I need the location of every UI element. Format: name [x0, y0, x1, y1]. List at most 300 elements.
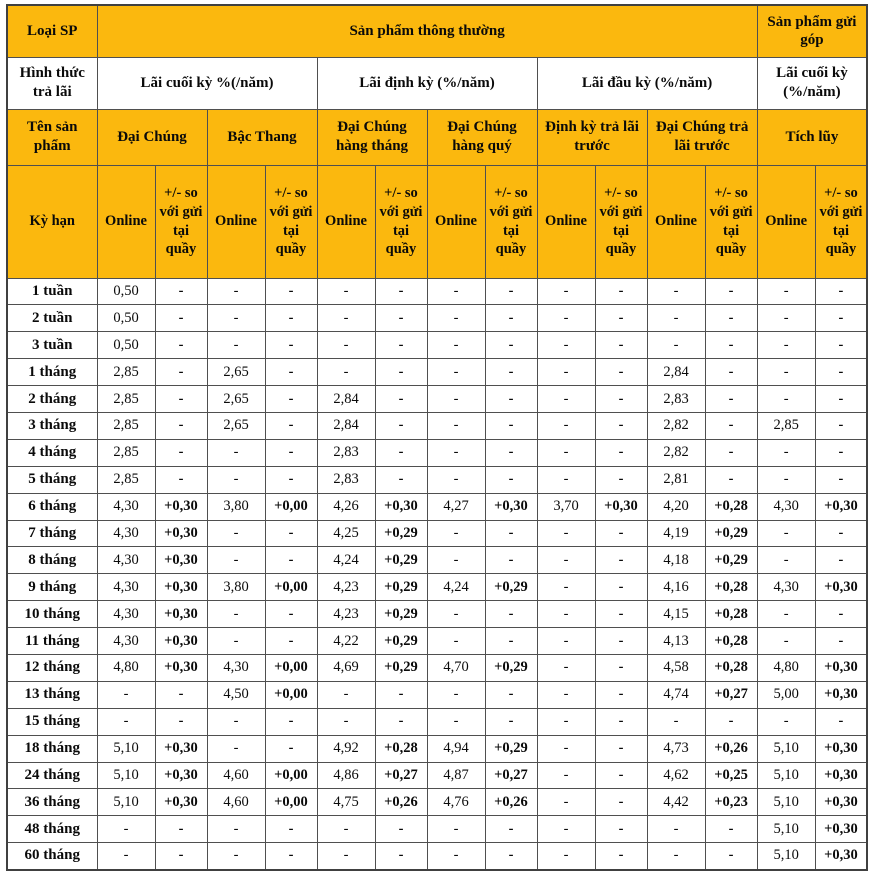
diff-vs-counter-cell: -: [595, 466, 647, 493]
diff-vs-counter-cell: +0,28: [705, 493, 757, 520]
header-lai-cuoi-ky-gui-gop: Lãi cuối kỳ (%/năm): [757, 57, 867, 109]
diff-vs-counter-cell: +0,30: [815, 843, 867, 870]
online-rate-cell: 2,83: [317, 466, 375, 493]
table-row: [7, 628, 867, 655]
online-rate-cell: 3,80: [207, 574, 265, 601]
online-rate-cell: -: [647, 332, 705, 359]
online-rate-cell: 4,19: [647, 520, 705, 547]
term-cell: 6 tháng: [7, 493, 97, 520]
diff-vs-counter-cell: +0,29: [375, 574, 427, 601]
online-rate-cell: -: [647, 708, 705, 735]
diff-vs-counter-cell: +0,30: [155, 574, 207, 601]
diff-vs-counter-cell: -: [485, 628, 537, 655]
term-cell: 1 tháng: [7, 359, 97, 386]
diff-vs-counter-cell: -: [485, 601, 537, 628]
header-product-tich-luy: Tích lũy: [757, 109, 867, 165]
table-row: [7, 359, 867, 386]
diff-vs-counter-cell: -: [595, 520, 647, 547]
diff-vs-counter-cell: -: [595, 439, 647, 466]
diff-vs-counter-cell: +0,26: [375, 789, 427, 816]
diff-vs-counter-cell: -: [375, 332, 427, 359]
header-online-1: Online: [97, 165, 155, 278]
diff-vs-counter-cell: -: [155, 816, 207, 843]
table-row: [7, 520, 867, 547]
table-row: [7, 816, 867, 843]
diff-vs-counter-cell: -: [595, 681, 647, 708]
online-rate-cell: 0,50: [97, 278, 155, 305]
online-rate-cell: 3,70: [537, 493, 595, 520]
online-rate-cell: -: [757, 439, 815, 466]
online-rate-cell: -: [427, 332, 485, 359]
diff-vs-counter-cell: -: [595, 359, 647, 386]
online-rate-cell: -: [537, 466, 595, 493]
diff-vs-counter-cell: -: [815, 708, 867, 735]
diff-vs-counter-cell: +0,28: [705, 628, 757, 655]
online-rate-cell: -: [317, 278, 375, 305]
online-rate-cell: 5,10: [757, 735, 815, 762]
online-rate-cell: -: [757, 601, 815, 628]
online-rate-cell: -: [757, 305, 815, 332]
diff-vs-counter-cell: +0,27: [375, 762, 427, 789]
term-cell: 2 tuần: [7, 305, 97, 332]
online-rate-cell: 4,42: [647, 789, 705, 816]
header-lai-cuoi-ky: Lãi cuối kỳ %(/năm): [97, 57, 317, 109]
diff-vs-counter-cell: +0,29: [705, 547, 757, 574]
diff-vs-counter-cell: +0,30: [155, 762, 207, 789]
header-ky-han: Kỳ hạn: [7, 165, 97, 278]
online-rate-cell: 4,50: [207, 681, 265, 708]
header-product-dinh-ky-tra-lai-truoc: Định kỳ trả lãi trước: [537, 109, 647, 165]
diff-vs-counter-cell: -: [265, 386, 317, 413]
online-rate-cell: -: [207, 466, 265, 493]
table-row: [7, 493, 867, 520]
online-rate-cell: 4,74: [647, 681, 705, 708]
online-rate-cell: 4,75: [317, 789, 375, 816]
diff-vs-counter-cell: -: [705, 332, 757, 359]
diff-vs-counter-cell: -: [265, 332, 317, 359]
diff-vs-counter-cell: -: [155, 439, 207, 466]
diff-vs-counter-cell: +0,30: [155, 601, 207, 628]
online-rate-cell: 4,69: [317, 654, 375, 681]
diff-vs-counter-cell: -: [485, 520, 537, 547]
table-row: [7, 332, 867, 359]
header-san-pham-thong-thuong: Sản phẩm thông thường: [97, 5, 757, 57]
diff-vs-counter-cell: +0,30: [155, 547, 207, 574]
online-rate-cell: -: [537, 547, 595, 574]
online-rate-cell: -: [537, 708, 595, 735]
online-rate-cell: -: [427, 386, 485, 413]
online-rate-cell: 2,82: [647, 439, 705, 466]
online-rate-cell: -: [97, 681, 155, 708]
online-rate-cell: -: [537, 735, 595, 762]
online-rate-cell: -: [757, 520, 815, 547]
header-product-bac-thang: Bậc Thang: [207, 109, 317, 165]
online-rate-cell: -: [317, 816, 375, 843]
header-row-product-type: [7, 5, 867, 57]
header-diff-1: +/- so với gửi tại quầy: [155, 165, 207, 278]
term-cell: 12 tháng: [7, 654, 97, 681]
table-row: [7, 466, 867, 493]
online-rate-cell: 4,27: [427, 493, 485, 520]
diff-vs-counter-cell: -: [155, 412, 207, 439]
diff-vs-counter-cell: -: [705, 305, 757, 332]
online-rate-cell: -: [427, 681, 485, 708]
term-cell: 8 tháng: [7, 547, 97, 574]
diff-vs-counter-cell: -: [815, 601, 867, 628]
online-rate-cell: -: [647, 843, 705, 870]
online-rate-cell: -: [207, 843, 265, 870]
diff-vs-counter-cell: -: [815, 466, 867, 493]
online-rate-cell: 4,30: [757, 574, 815, 601]
table-row: [7, 708, 867, 735]
online-rate-cell: 2,84: [317, 412, 375, 439]
header-online-3: Online: [317, 165, 375, 278]
diff-vs-counter-cell: -: [595, 654, 647, 681]
online-rate-cell: 5,10: [97, 735, 155, 762]
diff-vs-counter-cell: -: [595, 305, 647, 332]
online-rate-cell: 4,30: [97, 493, 155, 520]
diff-vs-counter-cell: -: [595, 735, 647, 762]
online-rate-cell: -: [537, 789, 595, 816]
term-cell: 24 tháng: [7, 762, 97, 789]
diff-vs-counter-cell: -: [265, 305, 317, 332]
diff-vs-counter-cell: -: [265, 601, 317, 628]
diff-vs-counter-cell: +0,30: [595, 493, 647, 520]
table-row: [7, 386, 867, 413]
term-cell: 9 tháng: [7, 574, 97, 601]
diff-vs-counter-cell: -: [485, 547, 537, 574]
diff-vs-counter-cell: -: [815, 439, 867, 466]
diff-vs-counter-cell: -: [375, 278, 427, 305]
online-rate-cell: 4,13: [647, 628, 705, 655]
diff-vs-counter-cell: -: [595, 574, 647, 601]
diff-vs-counter-cell: -: [705, 708, 757, 735]
diff-vs-counter-cell: -: [595, 278, 647, 305]
term-cell: 36 tháng: [7, 789, 97, 816]
online-rate-cell: 4,18: [647, 547, 705, 574]
diff-vs-counter-cell: +0,25: [705, 762, 757, 789]
table-row: [7, 547, 867, 574]
interest-rate-table: [6, 4, 868, 871]
diff-vs-counter-cell: +0,26: [485, 789, 537, 816]
diff-vs-counter-cell: +0,27: [485, 762, 537, 789]
diff-vs-counter-cell: -: [705, 386, 757, 413]
online-rate-cell: -: [97, 816, 155, 843]
diff-vs-counter-cell: +0,29: [375, 601, 427, 628]
online-rate-cell: -: [427, 278, 485, 305]
diff-vs-counter-cell: +0,00: [265, 574, 317, 601]
online-rate-cell: 4,30: [97, 574, 155, 601]
diff-vs-counter-cell: -: [375, 708, 427, 735]
online-rate-cell: -: [317, 332, 375, 359]
diff-vs-counter-cell: +0,28: [705, 574, 757, 601]
online-rate-cell: -: [757, 628, 815, 655]
diff-vs-counter-cell: +0,30: [155, 493, 207, 520]
online-rate-cell: -: [207, 439, 265, 466]
diff-vs-counter-cell: -: [485, 439, 537, 466]
diff-vs-counter-cell: -: [485, 816, 537, 843]
header-product-dai-chung: Đại Chúng: [97, 109, 207, 165]
online-rate-cell: -: [317, 708, 375, 735]
table-header: [7, 5, 867, 278]
online-rate-cell: -: [427, 412, 485, 439]
online-rate-cell: -: [647, 816, 705, 843]
online-rate-cell: -: [537, 762, 595, 789]
table-row: [7, 789, 867, 816]
online-rate-cell: -: [207, 708, 265, 735]
online-rate-cell: -: [427, 708, 485, 735]
diff-vs-counter-cell: +0,30: [815, 654, 867, 681]
header-diff-3: +/- so với gửi tại quầy: [375, 165, 427, 278]
online-rate-cell: -: [647, 278, 705, 305]
online-rate-cell: -: [537, 412, 595, 439]
online-rate-cell: 4,73: [647, 735, 705, 762]
diff-vs-counter-cell: -: [375, 816, 427, 843]
online-rate-cell: 4,30: [97, 547, 155, 574]
online-rate-cell: 5,10: [757, 789, 815, 816]
online-rate-cell: 2,85: [97, 439, 155, 466]
diff-vs-counter-cell: -: [595, 816, 647, 843]
online-rate-cell: -: [537, 520, 595, 547]
diff-vs-counter-cell: -: [485, 359, 537, 386]
online-rate-cell: 4,70: [427, 654, 485, 681]
diff-vs-counter-cell: -: [815, 305, 867, 332]
diff-vs-counter-cell: -: [595, 601, 647, 628]
diff-vs-counter-cell: -: [815, 278, 867, 305]
header-loai-sp: Loại SP: [7, 5, 97, 57]
header-diff-6: +/- so với gửi tại quầy: [705, 165, 757, 278]
online-rate-cell: -: [207, 547, 265, 574]
online-rate-cell: -: [317, 305, 375, 332]
online-rate-cell: -: [757, 708, 815, 735]
online-rate-cell: -: [207, 816, 265, 843]
online-rate-cell: -: [757, 466, 815, 493]
diff-vs-counter-cell: +0,28: [705, 601, 757, 628]
diff-vs-counter-cell: +0,29: [485, 574, 537, 601]
header-product-dc-tra-lai-truoc: Đại Chúng trả lãi trước: [647, 109, 757, 165]
header-diff-4: +/- so với gửi tại quầy: [485, 165, 537, 278]
header-row-payment-form: [7, 57, 867, 109]
online-rate-cell: 4,30: [757, 493, 815, 520]
rate-table-body: [7, 278, 867, 870]
online-rate-cell: -: [317, 359, 375, 386]
diff-vs-counter-cell: -: [485, 466, 537, 493]
diff-vs-counter-cell: -: [595, 386, 647, 413]
diff-vs-counter-cell: -: [265, 816, 317, 843]
term-cell: 3 tuần: [7, 332, 97, 359]
online-rate-cell: -: [207, 628, 265, 655]
diff-vs-counter-cell: +0,30: [155, 654, 207, 681]
online-rate-cell: -: [537, 332, 595, 359]
diff-vs-counter-cell: -: [595, 843, 647, 870]
term-cell: 3 tháng: [7, 412, 97, 439]
online-rate-cell: 2,85: [97, 359, 155, 386]
diff-vs-counter-cell: +0,28: [705, 654, 757, 681]
diff-vs-counter-cell: -: [375, 386, 427, 413]
diff-vs-counter-cell: -: [705, 359, 757, 386]
online-rate-cell: 4,30: [97, 601, 155, 628]
online-rate-cell: -: [207, 601, 265, 628]
term-cell: 11 tháng: [7, 628, 97, 655]
online-rate-cell: 5,00: [757, 681, 815, 708]
online-rate-cell: 2,83: [647, 386, 705, 413]
online-rate-cell: -: [537, 278, 595, 305]
online-rate-cell: 4,23: [317, 574, 375, 601]
table-row: [7, 412, 867, 439]
diff-vs-counter-cell: -: [815, 412, 867, 439]
diff-vs-counter-cell: -: [705, 439, 757, 466]
online-rate-cell: 2,85: [97, 412, 155, 439]
online-rate-cell: 4,26: [317, 493, 375, 520]
term-cell: 18 tháng: [7, 735, 97, 762]
online-rate-cell: -: [757, 332, 815, 359]
diff-vs-counter-cell: -: [815, 359, 867, 386]
diff-vs-counter-cell: +0,00: [265, 654, 317, 681]
online-rate-cell: 4,60: [207, 789, 265, 816]
online-rate-cell: 4,76: [427, 789, 485, 816]
diff-vs-counter-cell: -: [265, 439, 317, 466]
online-rate-cell: -: [427, 439, 485, 466]
header-online-2: Online: [207, 165, 265, 278]
diff-vs-counter-cell: -: [265, 520, 317, 547]
online-rate-cell: 4,87: [427, 762, 485, 789]
online-rate-cell: -: [317, 843, 375, 870]
online-rate-cell: 2,82: [647, 412, 705, 439]
term-cell: 1 tuần: [7, 278, 97, 305]
table-row: [7, 762, 867, 789]
header-diff-7: +/- so với gửi tại quầy: [815, 165, 867, 278]
diff-vs-counter-cell: +0,00: [265, 681, 317, 708]
online-rate-cell: -: [757, 359, 815, 386]
diff-vs-counter-cell: -: [705, 843, 757, 870]
online-rate-cell: -: [757, 386, 815, 413]
online-rate-cell: 4,23: [317, 601, 375, 628]
online-rate-cell: 4,86: [317, 762, 375, 789]
term-cell: 10 tháng: [7, 601, 97, 628]
diff-vs-counter-cell: +0,29: [375, 520, 427, 547]
online-rate-cell: -: [537, 305, 595, 332]
diff-vs-counter-cell: -: [375, 843, 427, 870]
diff-vs-counter-cell: +0,30: [155, 628, 207, 655]
online-rate-cell: 0,50: [97, 332, 155, 359]
online-rate-cell: 4,58: [647, 654, 705, 681]
diff-vs-counter-cell: -: [485, 681, 537, 708]
diff-vs-counter-cell: -: [265, 708, 317, 735]
diff-vs-counter-cell: -: [375, 466, 427, 493]
diff-vs-counter-cell: +0,30: [815, 681, 867, 708]
diff-vs-counter-cell: -: [265, 628, 317, 655]
term-cell: 5 tháng: [7, 466, 97, 493]
table-row: [7, 681, 867, 708]
online-rate-cell: -: [427, 359, 485, 386]
diff-vs-counter-cell: +0,30: [155, 789, 207, 816]
table-row: [7, 601, 867, 628]
diff-vs-counter-cell: -: [155, 278, 207, 305]
table-row: [7, 574, 867, 601]
diff-vs-counter-cell: +0,26: [705, 735, 757, 762]
online-rate-cell: -: [647, 305, 705, 332]
online-rate-cell: 2,65: [207, 386, 265, 413]
diff-vs-counter-cell: -: [595, 762, 647, 789]
diff-vs-counter-cell: +0,30: [815, 493, 867, 520]
online-rate-cell: -: [427, 628, 485, 655]
diff-vs-counter-cell: -: [485, 843, 537, 870]
diff-vs-counter-cell: +0,27: [705, 681, 757, 708]
header-online-5: Online: [537, 165, 595, 278]
diff-vs-counter-cell: +0,00: [265, 789, 317, 816]
header-hinh-thuc-tra-lai: Hình thức trả lãi: [7, 57, 97, 109]
online-rate-cell: -: [537, 386, 595, 413]
diff-vs-counter-cell: +0,23: [705, 789, 757, 816]
online-rate-cell: 2,85: [757, 412, 815, 439]
diff-vs-counter-cell: -: [595, 708, 647, 735]
diff-vs-counter-cell: -: [705, 816, 757, 843]
online-rate-cell: -: [537, 574, 595, 601]
table-row: [7, 843, 867, 870]
diff-vs-counter-cell: -: [375, 412, 427, 439]
online-rate-cell: 2,65: [207, 412, 265, 439]
diff-vs-counter-cell: -: [375, 439, 427, 466]
diff-vs-counter-cell: -: [155, 386, 207, 413]
term-cell: 13 tháng: [7, 681, 97, 708]
diff-vs-counter-cell: -: [595, 628, 647, 655]
online-rate-cell: 5,10: [97, 762, 155, 789]
online-rate-cell: 4,24: [317, 547, 375, 574]
term-cell: 60 tháng: [7, 843, 97, 870]
diff-vs-counter-cell: +0,00: [265, 762, 317, 789]
diff-vs-counter-cell: -: [155, 305, 207, 332]
diff-vs-counter-cell: -: [595, 547, 647, 574]
diff-vs-counter-cell: +0,29: [375, 547, 427, 574]
diff-vs-counter-cell: +0,30: [375, 493, 427, 520]
diff-vs-counter-cell: -: [815, 332, 867, 359]
online-rate-cell: 4,60: [207, 762, 265, 789]
online-rate-cell: -: [207, 332, 265, 359]
online-rate-cell: -: [97, 708, 155, 735]
online-rate-cell: 2,81: [647, 466, 705, 493]
diff-vs-counter-cell: -: [815, 386, 867, 413]
diff-vs-counter-cell: -: [265, 547, 317, 574]
header-online-4: Online: [427, 165, 485, 278]
header-row-product-name: [7, 109, 867, 165]
header-san-pham-gui-gop: Sản phẩm gửi góp: [757, 5, 867, 57]
diff-vs-counter-cell: -: [815, 628, 867, 655]
online-rate-cell: -: [537, 359, 595, 386]
header-diff-5: +/- so với gửi tại quầy: [595, 165, 647, 278]
online-rate-cell: -: [427, 816, 485, 843]
online-rate-cell: -: [537, 843, 595, 870]
header-product-dc-hang-thang: Đại Chúng hàng tháng: [317, 109, 427, 165]
term-cell: 48 tháng: [7, 816, 97, 843]
online-rate-cell: 4,92: [317, 735, 375, 762]
diff-vs-counter-cell: -: [485, 412, 537, 439]
online-rate-cell: -: [207, 520, 265, 547]
online-rate-cell: -: [537, 601, 595, 628]
header-diff-2: +/- so với gửi tại quầy: [265, 165, 317, 278]
term-cell: 15 tháng: [7, 708, 97, 735]
diff-vs-counter-cell: +0,00: [265, 493, 317, 520]
diff-vs-counter-cell: -: [815, 520, 867, 547]
term-cell: 2 tháng: [7, 386, 97, 413]
diff-vs-counter-cell: +0,30: [815, 762, 867, 789]
diff-vs-counter-cell: +0,30: [815, 816, 867, 843]
diff-vs-counter-cell: +0,29: [375, 628, 427, 655]
diff-vs-counter-cell: -: [485, 386, 537, 413]
diff-vs-counter-cell: -: [485, 332, 537, 359]
table-row: [7, 654, 867, 681]
online-rate-cell: -: [427, 520, 485, 547]
diff-vs-counter-cell: +0,29: [485, 654, 537, 681]
